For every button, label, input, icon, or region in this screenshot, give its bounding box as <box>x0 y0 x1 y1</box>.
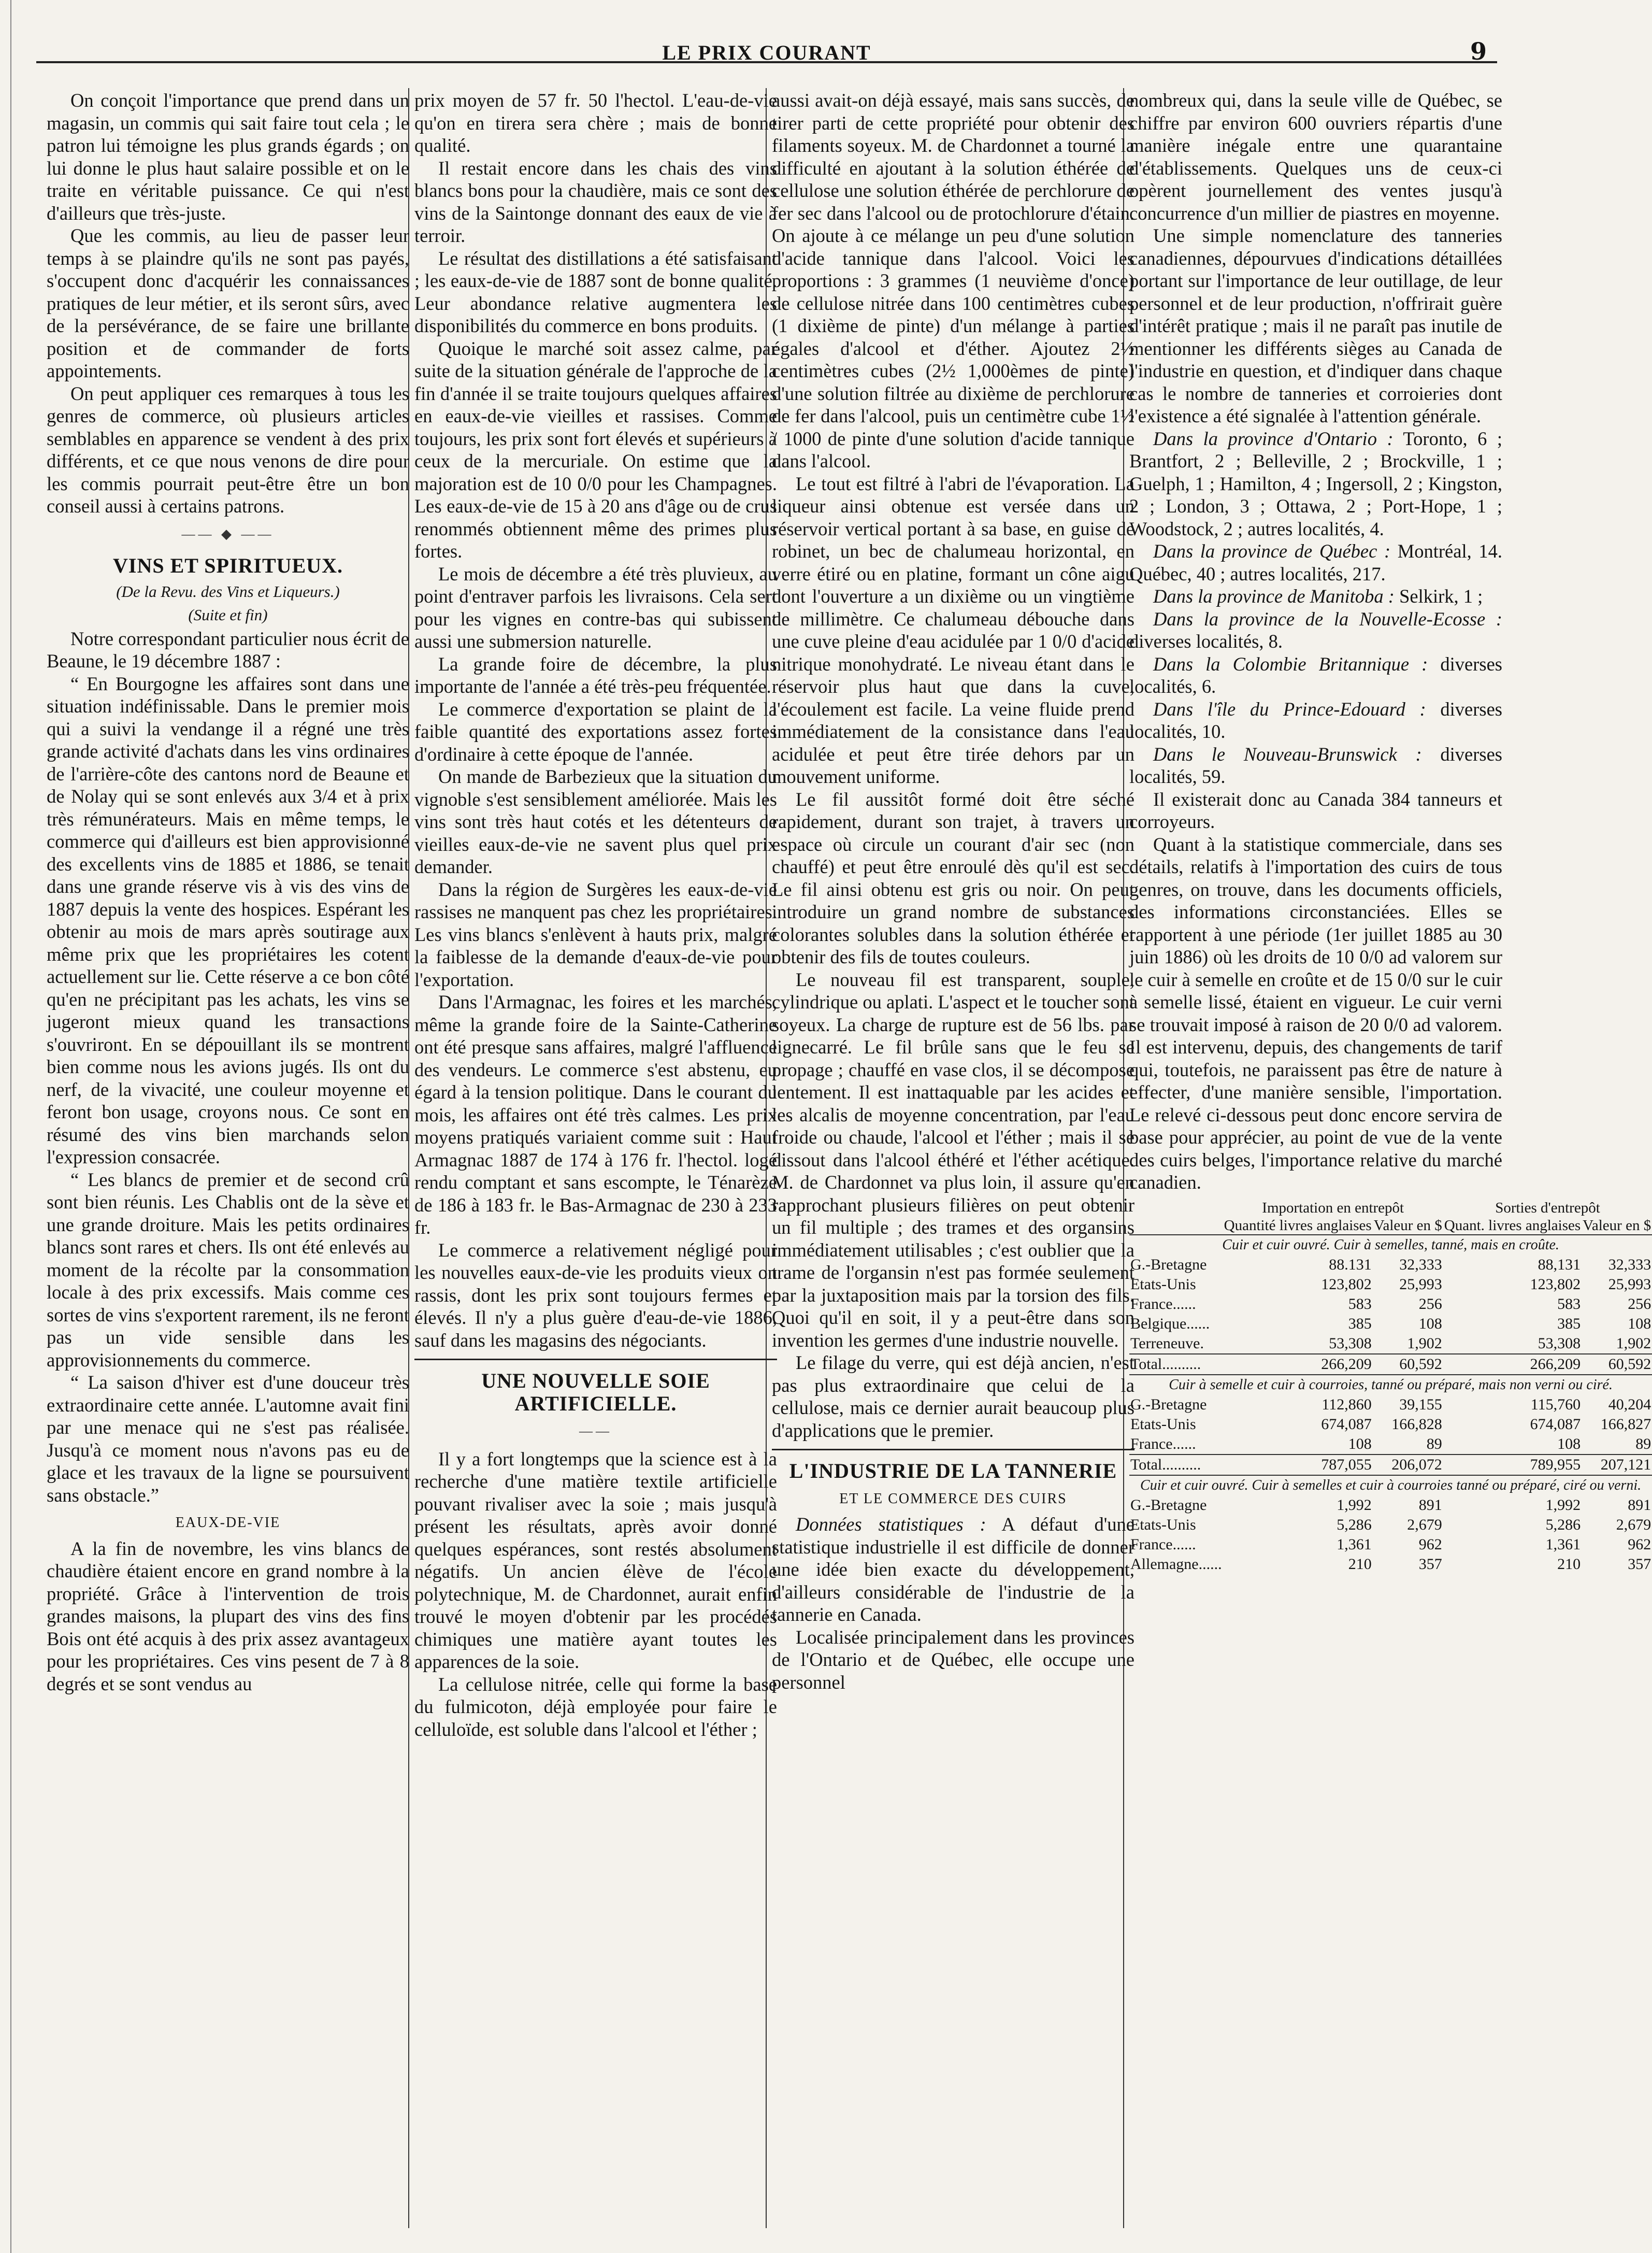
value-cell: 166,827 <box>1600 1415 1651 1433</box>
header-spacer <box>1129 1199 1223 1217</box>
table-row <box>1129 1334 1652 1354</box>
value-cell: 108 <box>1348 1435 1372 1452</box>
paragraph: A la fin de novembre, les vins blancs de chaudière étaient encore en grand nombre à la propriété. Grâce à l'intervention de trois grandes maisons, la plupart des vins des fins Bois ont été acquis à des prix assez avantageux pour les propriétaires. Ces vins pesent de 7 à 8 degrés et se sont vendus au <box>47 1537 409 1694</box>
value-cell: 962 <box>1418 1535 1442 1553</box>
value-cell: 789,955 <box>1443 1455 1582 1475</box>
table-row <box>1129 1255 1652 1275</box>
column-4 <box>1129 89 1651 2224</box>
paragraph: Le résultat des distillations a été satisfaisant ; les eaux-de-vie de 1887 sont de bonne qualité. Leur abondance relative augmentera les disponibilités du commerce en bons produits. <box>414 247 777 336</box>
value-cell: 266,209 <box>1223 1354 1373 1375</box>
value-cell: 385 <box>1348 1315 1372 1332</box>
value-cell: 89 <box>1426 1435 1442 1452</box>
province-label: Dans la province de la Nouvelle-Ecosse : <box>1153 608 1502 630</box>
paragraph: Localisée principalement dans les provinces de l'Ontario et de Québec, elle occupe une personnel <box>772 1626 1134 1693</box>
value-cell: 1,361 <box>1337 1535 1372 1553</box>
value-cell: 787,055 <box>1223 1455 1373 1475</box>
table-row <box>1129 1275 1652 1294</box>
country-cell: Total.......... <box>1129 1354 1223 1375</box>
paragraph: La grande foire de décembre, la plus importante de l'année a été très-peu fréquentée. <box>414 653 777 697</box>
header-spacer <box>1129 1217 1223 1235</box>
paragraph-text: A défaut d'une statistique industrielle il est difficile de donner une idée bien exacte du développement, d'ailleurs considérable de l'industrie de la tannerie en Canada. <box>772 1514 1134 1625</box>
country-cell: G.-Bretagne <box>1130 1256 1207 1273</box>
section-subtitle-cuirs: ET LE COMMERCE DES CUIRS <box>839 1490 1067 1507</box>
value-cell: 25,993 <box>1608 1275 1651 1293</box>
country-cell: Allemagne...... <box>1130 1555 1222 1573</box>
value-cell: 1,992 <box>1337 1496 1372 1514</box>
paragraph: Le commerce d'exportation se plaint de la faible quantité des exportations assez fortes d'ordinaire à cette époque de l'année. <box>414 698 777 765</box>
value-cell: 891 <box>1628 1496 1651 1514</box>
paragraph: La cellulose nitrée, celle qui forme la base du fulmicoton, déjà employée pour faire le celluloïde, est soluble dans l'alcool et l'éther ; <box>414 1673 777 1740</box>
paragraph: On peut appliquer ces remarques à tous les genres de commerce, où plusieurs articles semblables en apparence se vendent à des prix différents, et ce que nous venons de dire pour les commis pourrait peut-être être un bon conseil aussi à certains patrons. <box>47 382 409 517</box>
table-row <box>1129 1555 1652 1574</box>
country-cell: G.-Bretagne <box>1130 1496 1207 1514</box>
value-cell: 89 <box>1635 1435 1651 1452</box>
value-cell: 266,209 <box>1443 1354 1582 1375</box>
value-cell: 5,286 <box>1545 1516 1581 1533</box>
value-cell: 385 <box>1557 1315 1581 1332</box>
section-title-tannerie: L'INDUSTRIE DE LA TANNERIE <box>789 1459 1117 1482</box>
value-cell: 32,333 <box>1399 1256 1442 1273</box>
province-entry <box>1129 585 1502 608</box>
lead-in: Données statistiques : <box>796 1514 986 1535</box>
paragraph: Que les commis, au lieu de passer leur temps à se plaindre qu'ils ne sont pas payés, s'occupent donc d'acquérir les connaissances pratiques de leur métier, et ils seront sûrs, avec de la persévérance, de se faire une brillante position et de commander de forts appointements. <box>47 225 409 381</box>
value-cell: 674,087 <box>1321 1415 1372 1433</box>
column-2 <box>414 89 777 2224</box>
paragraph: “ Les blancs de premier et de second crû sont bien réunis. Les Chablis ont de la sève et une grande droiture. Mais les petits ordinaires blancs sont rares et chers. Ils ont été enlevés au moment de la récolte par la consommation locale à des prix excessifs. Mais comme ces sortes de vins s'exportent rarement, ils ne feront pas un vide sensible dans les approvisionnements du commerce. <box>47 1168 409 1371</box>
table-group-2 <box>1129 1395 1652 1455</box>
country-cell: Belgique...... <box>1130 1315 1210 1332</box>
subsection-title-eaux-de-vie: EAUX-DE-VIE <box>175 1515 281 1531</box>
country-cell: Terreneuve. <box>1130 1334 1204 1352</box>
table-row <box>1129 1495 1652 1515</box>
value-cell: 206,072 <box>1373 1455 1443 1475</box>
paragraph: Le nouveau fil est transparent, souple, cylindrique ou aplati. L'aspect et le toucher sont soyeux. La charge de rupture est de 56 lbs. par lignecarré. Le fil brûle sans que le feu se propage ; chauffé en vase clos, il se décompose lentement. Il est inattaquable par les acides et les alcalis de moyenne concentration, par l'eau froide ou chaude, l'alcool et l'éther ; mais il se dissout dans l'alcool éthéré et l'éther acétique. M. de Chardonnet va plus loin, il assure qu'en rapprochant plusieurs filières on peut obtenir un fil multiple ; des trames et des organsins immédiatement utilisables ; c'est oublier que la trame de l'organsin n'est pas formée seulement par la juxtaposition mais par la torsion des fils. Quoi qu'il en soit, il y a peut-être dans son invention les germes d'une industrie nouvelle. <box>772 968 1134 1351</box>
value-cell: 112,860 <box>1321 1395 1372 1413</box>
paragraph: aussi avait-on déjà essayé, mais sans succès, de tirer parti de cette propriété pour obtenir des filaments soyeux. M. de Chardonnet a tourné la difficulté en ajoutant à la solution éthérée de cellulose une solution éthérée de perchlorure de fer sec dans l'alcool ou de protochlorure d'étain. On ajoute à ce mélange un peu d'une solution d'acide tannique dans l'alcool. Voici les proportions : 3 grammes (1 neuvième d'once) de cellulose nitrée dans 100 centimètres cubes (1 dixième de pinte) d'un mélange à parties égales d'alcool et d'éther. Ajoutez 2½ centimètres cubes (2½ 1,000èmes de pinte) d'une solution filtrée au dixième de perchlorure de fer dans l'alcool, puis un centimètre cube 1½ / 1000 de pinte d'une solution d'acide tannique dans l'alcool. <box>772 90 1134 472</box>
paragraph: Le tout est filtré à l'abri de l'évaporation. La liqueur ainsi obtenue est versée dans un réservoir vertical portant à sa base, en guise de robinet, un bec de chalumeau horizontal, en verre étiré ou en platine, formant un cône aigu dont l'ouverture a un dixième ou un vingtième de millimètre. Ce chalumeau débouche dans une cuve pleine d'eau acidulée par 1 0/0 d'acide nitrique monohydraté. Le niveau étant dans le réservoir plus haut que dans la cuve, l'écoulement est facile. La veine fluide prend immédiatement de la consistance dans l'eau acidulée et peut être tirée dehors par un mouvement uniforme. <box>772 473 1134 787</box>
header-value: Valeur en $ <box>1583 1217 1651 1234</box>
paragraph: Dans la région de Surgères les eaux-de-vie rassises ne manquent pas chez les propriétaires. Les vins blancs s'enlèvent à hauts prix, malgré la faiblesse de la demande d'eaux-de-vie pour l'exportation. <box>414 878 777 990</box>
province-label: Dans l'île du Prince-Edouard : <box>1153 698 1426 720</box>
province-text: diverses localités, 10. <box>1129 698 1502 742</box>
paragraph: nombreux qui, dans la seule ville de Québec, se chiffre par environ 600 ouvriers répartis d'une manière inégale entre une quarantaine d'établissements. Quelques uns de ceux-ci opèrent journellement des ventes jusqu'à concurrence d'un millier de piastres en moyenne. <box>1129 90 1502 224</box>
value-cell: 40,204 <box>1608 1395 1651 1413</box>
section-source: (De la Revu. des Vins et Liqueurs.) <box>116 582 340 601</box>
table-row <box>1129 1415 1652 1434</box>
value-cell: 583 <box>1348 1295 1372 1313</box>
value-cell: 357 <box>1418 1555 1442 1573</box>
value-cell: 115,760 <box>1530 1395 1581 1413</box>
province-entry <box>1129 427 1502 540</box>
paragraph: Le filage du verre, qui est déjà ancien, n'est pas plus extraordinaire que celui de la cellulose, mais ce dernier aurait beaucoup plus d'applications que le premier. <box>772 1352 1134 1441</box>
paragraph: On mande de Barbezieux que la situation du vignoble s'est sensiblement améliorée. Mais les vins sont très haut cotés et les détenteurs de vieilles eaux-de-vie ne savent plus quel prix demander. <box>414 766 777 877</box>
running-title: LE PRIX COURANT <box>662 41 871 64</box>
table-category-row <box>1129 1375 1652 1395</box>
province-text: diverses localités, 8. <box>1129 631 1283 652</box>
value-cell: 891 <box>1418 1496 1442 1514</box>
value-cell: 962 <box>1628 1535 1651 1553</box>
category-label: Cuir et cuir ouvré. Cuir à semelles, tanné, mais en croûte. <box>1129 1235 1652 1255</box>
country-cell: Etats-Unis <box>1130 1415 1196 1433</box>
value-cell: 256 <box>1628 1295 1651 1313</box>
province-entry <box>1129 540 1502 585</box>
province-entry <box>1129 743 1502 788</box>
paragraph: Le fil aussitôt formé doit être séché rapidement, durant son trajet, à travers un espace où circule un courant d'air sec (non chauffé) et peut être enroulé dès qu'il est sec. Le fil ainsi obtenu est gris ou noir. On peut introduire un grand nombre de substances colorantes solubles dans la solution éthérée et obtenir des fils de toutes couleurs. <box>772 788 1134 967</box>
section-separator: —— <box>579 1423 612 1438</box>
province-label: Dans la Colombie Britannique : <box>1153 653 1428 675</box>
section-divider <box>772 1449 1134 1450</box>
value-cell: 60,592 <box>1582 1354 1652 1375</box>
table-category-row <box>1129 1235 1652 1255</box>
section-title-soie: UNE NOUVELLE SOIE ARTIFICIELLE. <box>481 1369 710 1415</box>
value-cell: 108 <box>1557 1435 1581 1452</box>
header-importation: Importation en entrepôt <box>1262 1199 1404 1216</box>
value-cell: 108 <box>1628 1315 1651 1332</box>
page-header <box>36 37 1497 65</box>
table-group-1 <box>1129 1255 1652 1354</box>
value-cell: 1,992 <box>1545 1496 1581 1514</box>
province-text: diverses localités, 6. <box>1129 653 1502 697</box>
value-cell: 60,592 <box>1373 1354 1443 1375</box>
value-cell: 108 <box>1418 1315 1442 1332</box>
value-cell: 357 <box>1628 1555 1651 1573</box>
section-title-vins: VINS ET SPIRITUEUX. <box>113 554 343 577</box>
province-text: Toronto, 6 ; Brantfort, 2 ; Belleville, 2 ; Brockville, 1 ; Guelph, 1 ; Hamilton, 4 ; Ingersoll, 2 ; Kingston, 2 ; London, 3 ; Ottawa, 2 ; Port-Hope, 1 ; Woodstock, 2 ; autres localités, 4. <box>1129 427 1502 539</box>
value-cell: 5,286 <box>1337 1516 1372 1533</box>
paragraph: “ En Bourgogne les affaires sont dans une situation indéfinissable. Dans le premier mois qui a suivi la vendange il a régné une très grande activité d'achats dans les vins ordinaires de l'arrière-côte des cantons nord de Beaune et de Nolay qui se sont enlevés aux 3/4 et à prix très rémunérateurs. Mais en même temps, le commerce qui d'ailleurs est bien approvisionné des excellents vins de 1885 et 1886, se tenait dans une grande réserve vis à vis des vins de 1887 depuis la vente des hospices. Espérant les obtenir au mois de mars après soutirage aux même prix que les propriétaires les cotent actuellement sur lie. Cette réserve a ce bon côté qu'en ne précipitant pas les achats, les vins se jugeront mieux quand les transactions s'ouvriront. En se dépouillant ils se montrent bien comme nous les avions jugés. Ils ont du nerf, de la vivacité, une couleur moyenne et feront bon usage, croyons nous. Ce sont en résumé des vins bien marchands selon l'expression consacrée. <box>47 673 409 1167</box>
table-category-row <box>1129 1475 1652 1495</box>
value-cell: 123,802 <box>1321 1275 1372 1293</box>
value-cell: 1,902 <box>1407 1334 1442 1352</box>
value-cell: 88.131 <box>1329 1256 1372 1273</box>
category-label: Cuir à semelle et cuir à courroies, tanné ou préparé, mais non verni ou ciré. <box>1129 1375 1652 1395</box>
paragraph: Dans l'Armagnac, les foires et les marchés, même la grande foire de la Sainte-Catherine ont été presque sans affaires, malgré l'affluence des vendeurs. Le commerce s'est abstenu, eu égard à la tension politique. Dans le courant du mois, les affaires ont été très calmes. Les prix moyens pratiqués variaient comme suit : Haut Armagnac 1887 de 174 à 176 fr. l'hectol. logé rendu comptant et sans escompte, le Ténarèze de 186 à 183 fr. le Bas-Armagnac de 230 à 233 fr. <box>414 991 777 1238</box>
province-label: Dans le Nouveau-Brunswick : <box>1153 743 1422 765</box>
table-row <box>1129 1515 1652 1535</box>
header-sorties: Sorties d'entrepôt <box>1495 1199 1600 1216</box>
page-edge-line <box>10 0 11 2253</box>
column-3 <box>772 89 1134 2224</box>
paragraph: Quoique le marché soit assez calme, par suite de la situation générale de l'approche de la fin d'année il se traite toujours quelques affaires en eaux-de-vie vieilles et rassises. Comme toujours, les prix sont fort élevés et supérieurs à ceux de la mercuriale. On estime que la majoration est de 10 0/0 pour les Champagnes. Les eaux-de-vie de 15 à 20 ans d'âge ou de crus renommés obtiennent même des primes plus fortes. <box>414 337 777 562</box>
table-row <box>1129 1535 1652 1555</box>
section-continuation: (Suite et fin) <box>188 606 268 624</box>
paragraph: On conçoit l'importance que prend dans un magasin, un commis qui sait faire tout cela ; le patron lui témoigne les plus grands égards ; on lui donne le plus haut salaire possible et on le traite en véritable puissance. Ce qui n'est d'ailleurs que très-juste. <box>47 90 409 224</box>
table-row <box>1129 1434 1652 1455</box>
paragraph: Le mois de décembre a été très pluvieux, au point d'entraver parfois les livraisons. Cela sert pour les vignes en contre-bas qui subissent aussi une submersion naturelle. <box>414 563 777 652</box>
value-cell: 39,155 <box>1399 1395 1442 1413</box>
value-cell: 25,993 <box>1399 1275 1442 1293</box>
value-cell: 53,308 <box>1329 1334 1372 1352</box>
header-quantity: Quantité livres anglaises <box>1224 1217 1372 1234</box>
page-number: 9 <box>1470 37 1487 65</box>
country-cell: G.-Bretagne <box>1130 1395 1207 1413</box>
paragraph: Notre correspondant particulier nous écrit de Beaune, le 19 décembre 1887 : <box>47 628 409 672</box>
country-cell: Total.......... <box>1129 1455 1223 1475</box>
paragraph: Le commerce a relativement négligé pour les nouvelles eaux-de-vie les produits vieux on rassis, dont les prix sont toujours fermes et élevés. Il n'y a plus guère d'eau-de-vie 1886, sauf dans les magasins des négociants. <box>414 1239 777 1351</box>
section-divider <box>414 1359 777 1360</box>
header-value: Valeur en $ <box>1373 1217 1442 1234</box>
country-cell: France...... <box>1130 1435 1196 1452</box>
table-row <box>1129 1395 1652 1415</box>
value-cell: 256 <box>1418 1295 1442 1313</box>
value-cell: 1,361 <box>1545 1535 1581 1553</box>
country-cell: Etats-Unis <box>1130 1516 1196 1533</box>
value-cell: 32,333 <box>1608 1256 1651 1273</box>
province-label: Dans la province de Manitoba : <box>1153 586 1395 607</box>
paragraph: Il y a fort longtemps que la science est à la recherche d'une matière textile artificielle pouvant rivaliser avec la soie ; mais jusqu'à présent les résultats, après avoir donné quelques espérances, sont restés absolument négatifs. Un ancien élève de l'école polytechnique, M. de Chardonnet, aurait enfin trouvé le moyen d'obtenir par les procédés chimiques une matière ayant toutes les apparences de la soie. <box>414 1448 777 1672</box>
table-header-row <box>1129 1199 1652 1217</box>
value-cell: 166,828 <box>1391 1415 1442 1433</box>
table-total-row <box>1129 1455 1652 1475</box>
section-separator: —— ◆ —— <box>181 526 275 541</box>
value-cell: 123,802 <box>1530 1275 1581 1293</box>
value-cell: 2,679 <box>1616 1516 1651 1533</box>
country-cell: Etats-Unis <box>1130 1275 1196 1293</box>
paragraph: prix moyen de 57 fr. 50 l'hectol. L'eau-de-vie qu'on en tirera sera chère ; mais de bonne qualité. <box>414 90 777 156</box>
province-entry <box>1129 608 1502 653</box>
province-entry <box>1129 698 1502 743</box>
paragraph <box>772 1513 1134 1626</box>
paragraph: “ La saison d'hiver est d'une douceur très extraordinaire cette année. L'automne avait fini par une menace qui ne s'est pas réalisée. Jusqu'à ce moment nous n'avons pas eu de glace et les travaux de la ligne se poursuivent sans obstacle.” <box>47 1372 409 1506</box>
table-row <box>1129 1294 1652 1314</box>
country-cell: France...... <box>1130 1535 1196 1553</box>
value-cell: 674,087 <box>1530 1415 1581 1433</box>
province-text: Montréal, 14. Québec, 40 ; autres localités, 217. <box>1129 540 1502 584</box>
province-label: Dans la province de Québec : <box>1153 540 1391 562</box>
column-1 <box>47 89 409 2224</box>
paragraph: Il existerait donc au Canada 384 tanneurs et corroyeurs. <box>1129 788 1502 832</box>
leather-import-table <box>1129 1199 1652 1574</box>
table-row <box>1129 1314 1652 1334</box>
value-cell: 583 <box>1557 1295 1581 1313</box>
paragraph: Quant à la statistique commerciale, dans ses détails, relatifs à l'importation des cuirs de tous genres, on trouve, dans les documents officiels, des informations circonstanciées. Elles se rapportent à une période (1er juillet 1885 au 30 juin 1886) où les droits de 10 0/0 ad valorem sur le cuir à semelle en croûte et de 15 0/0 sur le cuir à semelle lissé, étaient en vigueur. Le cuir verni se trouvait imposé à raison de 20 0/0 ad valorem. Il est intervenu, depuis, des changements de tarif qui, toutefois, ne paraissent pas être de nature à effecter, d'une manière sensible, l'importation. Le relevé ci-dessous peut donc encore servira de base pour apprécier, au point de vue de la vente des cuirs belges, l'importance relative du marché canadien. <box>1129 833 1502 1193</box>
value-cell: 207,121 <box>1582 1455 1652 1475</box>
header-quantity: Quant. livres anglaises <box>1444 1217 1581 1234</box>
table-subheader-row <box>1129 1217 1652 1235</box>
table-total-row <box>1129 1354 1652 1375</box>
paragraph: Il restait encore dans les chais des vins blancs bons pour la chaudière, mais ce sont des vins de la Saintonge donnant des eaux de vie à terroir. <box>414 157 777 246</box>
table-group-3 <box>1129 1495 1652 1574</box>
value-cell: 2,679 <box>1407 1516 1442 1533</box>
paragraph: Une simple nomenclature des tanneries canadiennes, dépourvues d'indications détaillées portant sur l'importance de leur outillage, de leur personnel et de leur production, n'offrirait guère d'intérêt pratique ; mais il ne paraît pas inutile de mentionner les différents sièges au Canada de l'industrie en question, et d'indiquer dans chaque cas le nombre de tanneries et corroieries dont l'existence a été signalée à l'attention générale. <box>1129 225 1502 426</box>
value-cell: 88,131 <box>1538 1256 1581 1273</box>
province-entry <box>1129 653 1502 698</box>
category-label: Cuir et cuir ouvré. Cuir à semelles et cuir à courroies tanné ou préparé, ciré ou verni. <box>1129 1475 1652 1495</box>
province-text: diverses localités, 59. <box>1129 743 1502 787</box>
value-cell: 210 <box>1348 1555 1372 1573</box>
province-label: Dans la province d'Ontario : <box>1153 427 1394 449</box>
value-cell: 53,308 <box>1538 1334 1581 1352</box>
value-cell: 210 <box>1557 1555 1581 1573</box>
value-cell: 1,902 <box>1616 1334 1651 1352</box>
province-text: Selkirk, 1 ; <box>1394 586 1483 607</box>
country-cell: France...... <box>1130 1295 1196 1313</box>
